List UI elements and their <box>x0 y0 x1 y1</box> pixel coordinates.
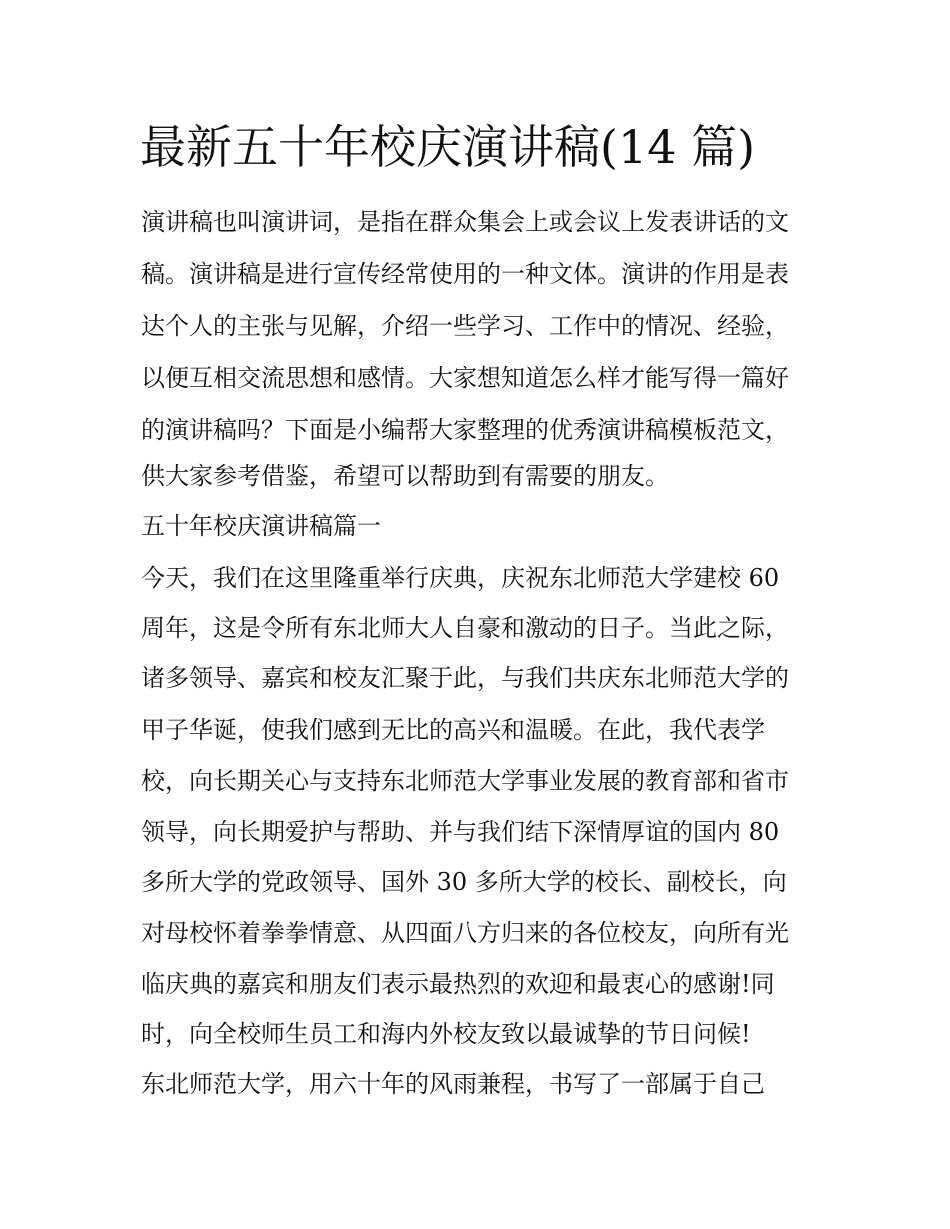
intro-line-4: 以便互相交流思想和感情。大家想知道怎么样才能写得一篇好 <box>141 364 789 392</box>
body-line-9: 临庆典的嘉宾和朋友们表示最热烈的欢迎和最衷心的感谢!同 <box>141 970 775 998</box>
body-line-6: 领导，向长期爱护与帮助、并与我们结下深情厚谊的国内 80 <box>141 818 780 846</box>
body-line-8: 对母校怀着拳拳情意、从四面八方归来的各位校友，向所有光 <box>141 919 789 947</box>
body-line-7: 多所大学的党政领导、国外 30 多所大学的校长、副校长，向 <box>141 868 787 896</box>
intro-line-5: 的演讲稿吗？下面是小编帮大家整理的优秀演讲稿模板范文， <box>141 416 789 444</box>
document-title: 最新五十年校庆演讲稿(14 篇) <box>140 120 756 174</box>
intro-line-1: 演讲稿也叫演讲词，是指在群众集会上或会议上发表讲话的文 <box>141 208 789 236</box>
body-line-4: 甲子华诞，使我们感到无比的高兴和温暖。在此，我代表学 <box>141 716 765 744</box>
body-line-10: 时，向全校师生员工和海内外校友致以最诚挚的节日问候! <box>141 1020 751 1048</box>
body-line-3: 诸多领导、嘉宾和校友汇聚于此，与我们共庆东北师范大学的 <box>141 664 789 692</box>
intro-line-6: 供大家参考借鉴，希望可以帮助到有需要的朋友。 <box>141 462 669 490</box>
body-line-2: 周年，这是令所有东北师大人自豪和激动的日子。当此之际， <box>141 614 789 642</box>
intro-line-2: 稿。演讲稿是进行宣传经常使用的一种文体。演讲的作用是表 <box>141 260 789 288</box>
body-line-11: 东北师范大学，用六十年的风雨兼程，书写了一部属于自己 <box>141 1070 765 1098</box>
body-line-1: 今天，我们在这里隆重举行庆典，庆祝东北师范大学建校 60 <box>141 564 780 592</box>
intro-line-3: 达个人的主张与见解，介绍一些学习、工作中的情况、经验， <box>141 312 789 340</box>
body-line-5: 校，向长期关心与支持东北师范大学事业发展的教育部和省市 <box>141 767 789 795</box>
section-heading: 五十年校庆演讲稿篇一 <box>141 512 381 540</box>
